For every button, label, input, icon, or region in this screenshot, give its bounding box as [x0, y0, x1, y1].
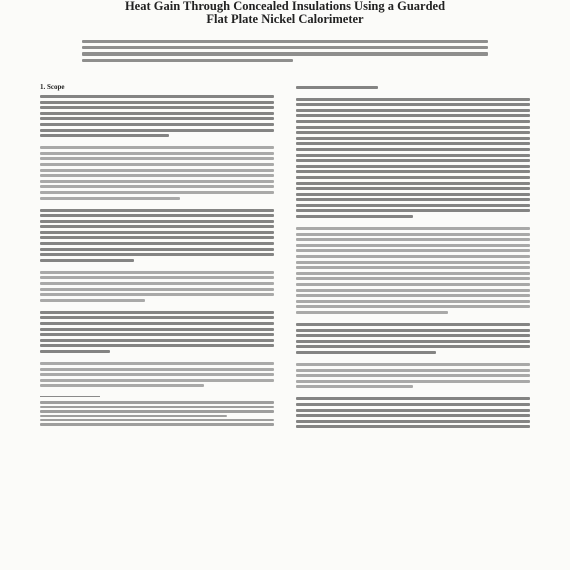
- paragraph: [40, 362, 274, 387]
- title-line-2: Flat Plate Nickel Calorimeter: [206, 12, 364, 26]
- document-title: [40, 0, 530, 26]
- body-columns: [40, 83, 530, 437]
- paragraph: [40, 146, 274, 199]
- section-heading-scope: 1. Scope: [40, 83, 65, 91]
- paragraph: [296, 227, 530, 314]
- paragraph: [296, 397, 530, 428]
- paragraph: [40, 95, 274, 137]
- abstract-block: [82, 40, 488, 62]
- paragraph: [296, 363, 530, 388]
- footnote-rule: [40, 396, 100, 397]
- paragraph: [296, 98, 530, 218]
- paragraph: [40, 311, 274, 353]
- title-line-1: Heat Gain Through Concealed Insulations Using a Guarded: [124, 0, 446, 13]
- paragraph: [40, 209, 274, 262]
- footnotes: [40, 401, 274, 425]
- right-column: [296, 83, 530, 437]
- paragraph: [296, 323, 530, 354]
- left-column: [40, 83, 274, 437]
- paragraph: [40, 271, 274, 302]
- paragraph: [296, 86, 530, 89]
